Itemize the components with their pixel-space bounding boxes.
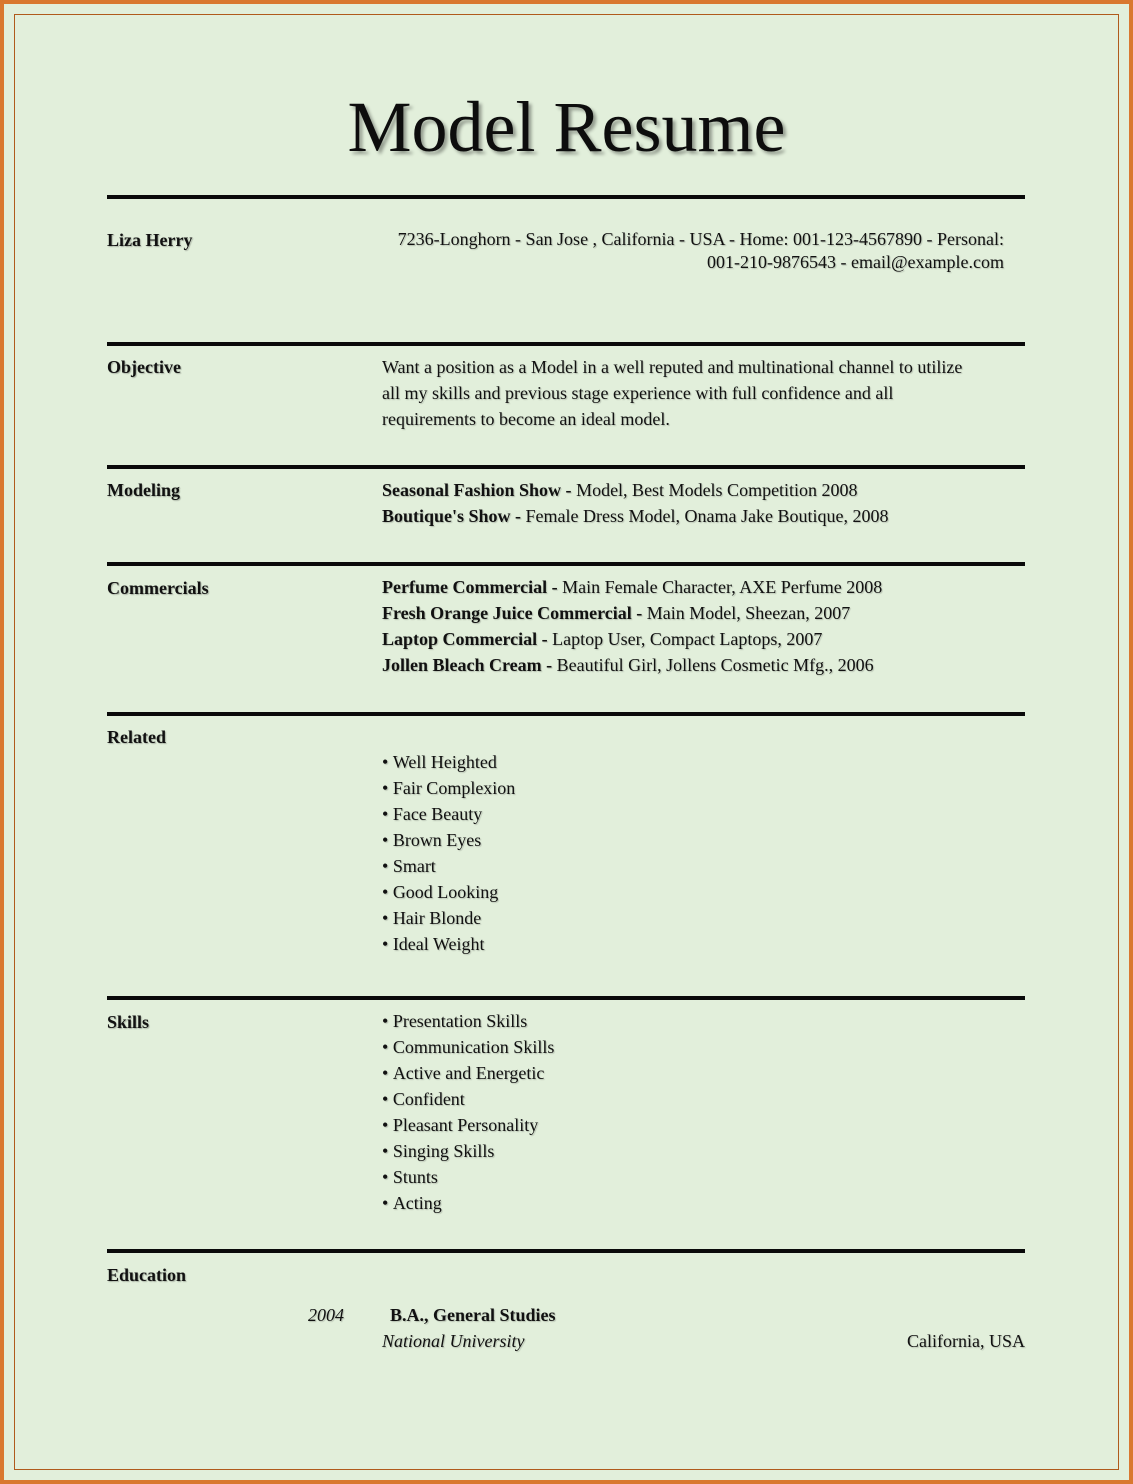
related-item: • Brown Eyes	[382, 827, 1027, 853]
divider	[107, 1249, 1025, 1253]
related-item: • Face Beauty	[382, 801, 1027, 827]
related-item: • Hair Blonde	[382, 905, 1027, 931]
related-list	[382, 749, 1027, 957]
commercial-item: Perfume Commercial - Main Female Character, AXE Perfume 2008	[382, 577, 883, 597]
education-year: 2004	[308, 1305, 344, 1325]
education-degree: B.A., General Studies	[390, 1305, 556, 1325]
contact-info	[330, 228, 1004, 274]
skill-item: • Confident	[382, 1086, 1027, 1112]
commercial-item: Laptop Commercial - Laptop User, Compact Laptops, 2007	[382, 629, 823, 649]
modeling-item: Seasonal Fashion Show - Model, Best Models Competition 2008	[382, 480, 858, 500]
education-label: Education	[107, 1265, 187, 1285]
divider	[107, 996, 1025, 1000]
divider	[107, 342, 1025, 346]
education-school: National University	[382, 1331, 525, 1351]
divider	[107, 195, 1025, 199]
related-item: • Smart	[382, 853, 1027, 879]
divider	[107, 712, 1025, 716]
commercials-list	[382, 574, 1027, 678]
skill-item: • Communication Skills	[382, 1034, 1027, 1060]
objective-line: requirements to become an ideal model.	[382, 409, 670, 429]
related-item: • Good Looking	[382, 879, 1027, 905]
commercials-label: Commercials	[107, 578, 209, 598]
modeling-list	[382, 477, 1027, 529]
education-location: California, USA	[907, 1331, 1025, 1351]
divider	[107, 562, 1025, 566]
skills-label: Skills	[107, 1012, 150, 1032]
page-title: Model Resume	[347, 87, 786, 167]
related-item: • Fair Complexion	[382, 775, 1027, 801]
objective-line: all my skills and previous stage experience with full confidence and all	[382, 383, 894, 403]
page-frame	[4, 4, 1129, 1480]
contact-line-2: 001-210-9876543 - email@example.com	[707, 252, 1004, 272]
modeling-label: Modeling	[107, 480, 181, 500]
skill-item: • Singing Skills	[382, 1138, 1027, 1164]
skill-item: • Acting	[382, 1190, 1027, 1216]
objective-label: Objective	[107, 357, 181, 377]
skill-item: • Stunts	[382, 1164, 1027, 1190]
contact-line-1: 7236-Longhorn - San Jose , California - USA - Home: 001-123-4567890 - Personal:	[397, 229, 1004, 249]
skill-item: • Pleasant Personality	[382, 1112, 1027, 1138]
skills-list	[382, 1008, 1027, 1216]
commercial-item: Jollen Bleach Cream - Beautiful Girl, Jollens Cosmetic Mfg., 2006	[382, 655, 874, 675]
related-label: Related	[107, 727, 166, 747]
skill-item: • Active and Energetic	[382, 1060, 1027, 1086]
objective-line: Want a position as a Model in a well reputed and multinational channel to utilize	[382, 357, 963, 377]
commercial-item: Fresh Orange Juice Commercial - Main Model, Sheezan, 2007	[382, 603, 851, 623]
modeling-item: Boutique's Show - Female Dress Model, Onama Jake Boutique, 2008	[382, 506, 889, 526]
related-item: • Ideal Weight	[382, 931, 1027, 957]
divider	[107, 465, 1025, 469]
candidate-name: Liza Herry	[107, 230, 193, 250]
objective-text	[382, 354, 1027, 432]
skill-item: • Presentation Skills	[382, 1008, 1027, 1034]
related-item: • Well Heighted	[382, 749, 1027, 775]
